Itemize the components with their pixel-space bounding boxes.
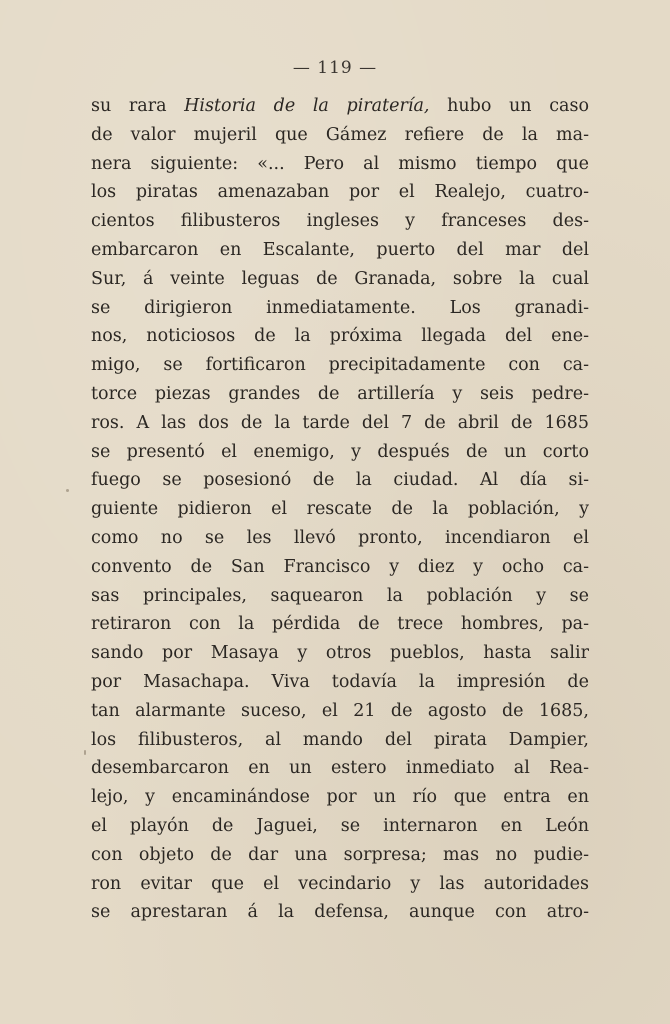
paper-speck [84, 750, 86, 755]
page-number: — 119 — [292, 58, 378, 78]
text-line: su rara Historia de la piratería, hubo un caso [91, 96, 589, 116]
text-line: como no se les llevó pronto, incendiaron el [91, 527, 589, 548]
text-line: ros. A las dos de la tarde del 7 de abril de 1685 [91, 412, 589, 433]
text-line: de valor mujeril que Gámez refiere de la ma- [91, 124, 589, 145]
text-line: migo, se fortificaron precipitadamente con ca- [91, 355, 589, 376]
text-line: nera siguiente: «... Pero al mismo tiempo que [91, 153, 589, 174]
text-line: con objeto de dar una sorpresa; mas no pudie- [91, 844, 589, 865]
text-line: torce piezas grandes de artillería y seis pedre- [91, 383, 589, 404]
text-line: ron evitar que el vecindario y las autoridades [91, 873, 589, 894]
body-text [91, 92, 589, 927]
text-line: embarcaron en Escalante, puerto del mar del [91, 239, 589, 260]
text-line: Sur, á veinte leguas de Granada, sobre la cual [91, 268, 589, 289]
paper-speck [66, 489, 69, 492]
text-line: el playón de Jaguei, se internaron en León [91, 815, 589, 836]
text-line: se presentó el enemigo, y después de un corto [91, 441, 589, 462]
text-line: cientos filibusteros ingleses y franceses des- [91, 211, 589, 232]
text-line: sas principales, saquearon la población y se [91, 585, 589, 606]
text-line: tan alarmante suceso, el 21 de agosto de 1685, [91, 700, 589, 721]
text-line: los filibusteros, al mando del pirata Dampier, [91, 729, 589, 750]
book-title-italic: Historia de la piratería, [184, 96, 430, 116]
text-line: guiente pidieron el rescate de la población, y [91, 499, 589, 520]
text-line: lejo, y encaminándose por un río que entra en [91, 787, 589, 808]
text-line: se aprestaran á la defensa, aunque con atro- [91, 902, 589, 923]
text-line: sando por Masaya y otros pueblos, hasta salir [91, 643, 589, 664]
text-line: nos, noticiosos de la próxima llegada del ene- [91, 326, 589, 347]
text-line: fuego se posesionó de la ciudad. Al día si- [91, 470, 589, 491]
text-line: se dirigieron inmediatamente. Los granadi- [91, 297, 589, 318]
text-line: desembarcaron en un estero inmediato al Rea- [91, 758, 589, 779]
text-line: los piratas amenazaban por el Realejo, cuatro- [91, 182, 589, 203]
text-line: retiraron con la pérdida de trece hombres, pa- [91, 614, 589, 635]
text-line: convento de San Francisco y diez y ocho ca- [91, 556, 589, 577]
text-line: por Masachapa. Viva todavía la impresión de [91, 671, 589, 692]
